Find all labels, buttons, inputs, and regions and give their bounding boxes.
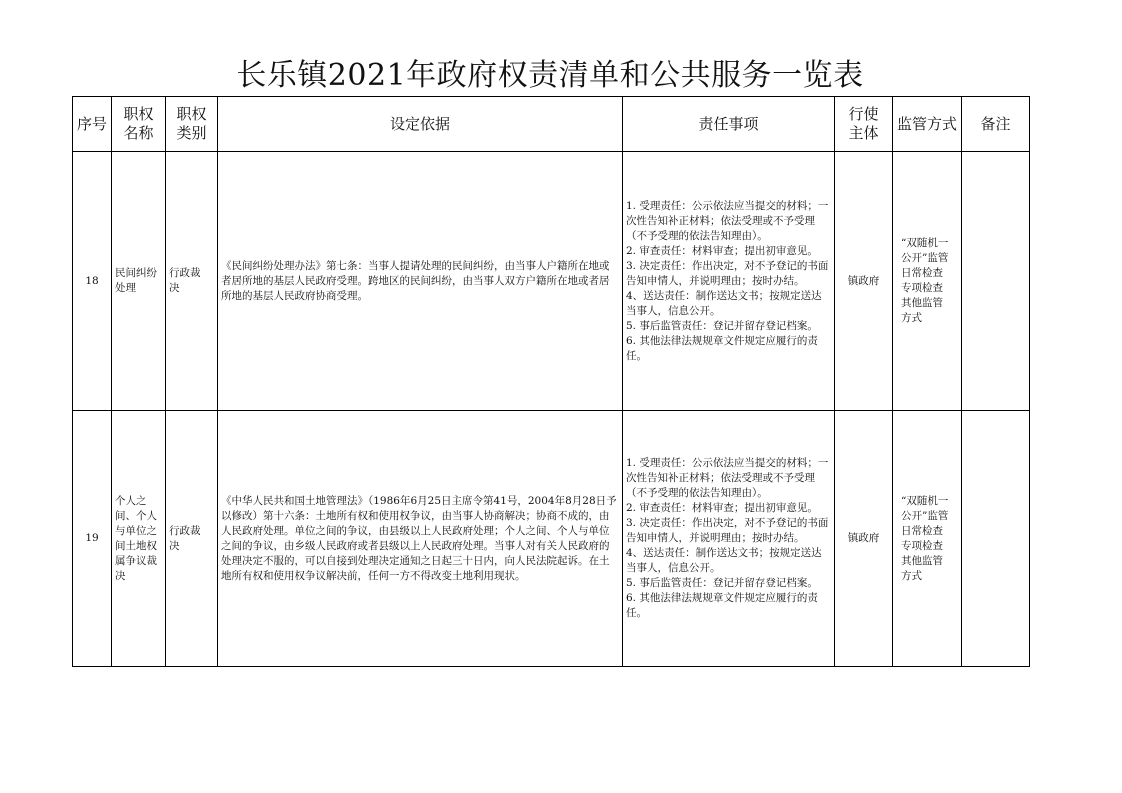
row-name: 民间纠纷 处理 xyxy=(112,152,166,411)
row-basis: 《中华人民共和国土地管理法》（1986年6月25日主席令第41号，2004年8月28日予以修改）第十六条：土地所有权和使用权争议，由当事人协商解决；协商不成的，由人民政府处理。单位之间的争议，由县级以上人民政府处理；个人之间、个人与单位之间的争议，由乡级人民政府或者县级以上人民政府处理。当事人对有关人民政府的处理决定不服的，可以自接到处理决定通知之日起三十日内，向人民法院起诉。在土地所有权和使用权争议解决前，任何一方不得改变土地利用现状。 xyxy=(218,411,623,667)
power-list-table xyxy=(72,96,1030,667)
table-header-row xyxy=(73,97,1030,152)
row-remarks xyxy=(962,411,1030,667)
row-basis: 《民间纠纷处理办法》第七条：当事人提请处理的民间纠纷，由当事人户籍所在地或者居所地的基层人民政府受理。跨地区的民间纠纷，由当事人双方户籍所在地或者居所地的基层人民政府协商受理。 xyxy=(218,152,623,411)
row-supervision: “双随机一公开”监管 日常检查 专项检查 其他监管方式 xyxy=(893,152,962,411)
row-supervision: “双随机一公开”监管 日常检查 专项检查 其他监管方式 xyxy=(893,411,962,667)
row-category: 行政裁 决 xyxy=(166,411,218,667)
row-subject: 镇政府 xyxy=(835,411,893,667)
header-basis: 设定依据 xyxy=(218,97,623,152)
row-category: 行政裁 决 xyxy=(166,152,218,411)
header-subject: 行使 主体 xyxy=(835,97,893,152)
header-remarks: 备注 xyxy=(962,97,1030,152)
table-row xyxy=(73,411,1030,667)
row-subject: 镇政府 xyxy=(835,152,893,411)
row-responsibility: 1. 受理责任：公示依法应当提交的材料；一次性告知补正材料；依法受理或不予受理（不予受理的依法告知理由）。 2. 审查责任：材料审查；提出初审意见。 3. 决定责任：作出决定，对不予登记的书面告知申情人，并说明理由；按时办结。 4、送达责任：制作送达文书；按规定送达当事人，信息公开。 5. 事后监管责任：登记并留存登记档案。 6. 其他法律法规规章文件规定应履行的责任。 xyxy=(623,152,835,411)
header-name: 职权 名称 xyxy=(112,97,166,152)
header-seq: 序号 xyxy=(73,97,112,152)
header-supervision: 监管方式 xyxy=(893,97,962,152)
header-responsibility: 责任事项 xyxy=(623,97,835,152)
row-responsibility: 1. 受理责任：公示依法应当提交的材料；一次性告知补正材料；依法受理或不予受理（不予受理的依法告知理由）。 2. 审查责任：材料审查；提出初审意见。 3. 决定责任：作出决定，对不予登记的书面告知申情人，并说明理由；按时办结。 4、送达责任：制作送达文书；按规定送达当事人，信息公开。 5. 事后监管责任：登记并留存登记档案。 6. 其他法律法规规章文件规定应履行的责任。 xyxy=(623,411,835,667)
row-remarks xyxy=(962,152,1030,411)
header-category: 职权 类别 xyxy=(166,97,218,152)
row-seq: 18 xyxy=(73,152,112,411)
row-seq: 19 xyxy=(73,411,112,667)
page-title: 长乐镇2021年政府权责清单和公共服务一览表 xyxy=(236,58,864,93)
table-row xyxy=(73,152,1030,411)
row-name: 个人之间、个人与单位之间土地权属争议裁决 xyxy=(112,411,166,667)
